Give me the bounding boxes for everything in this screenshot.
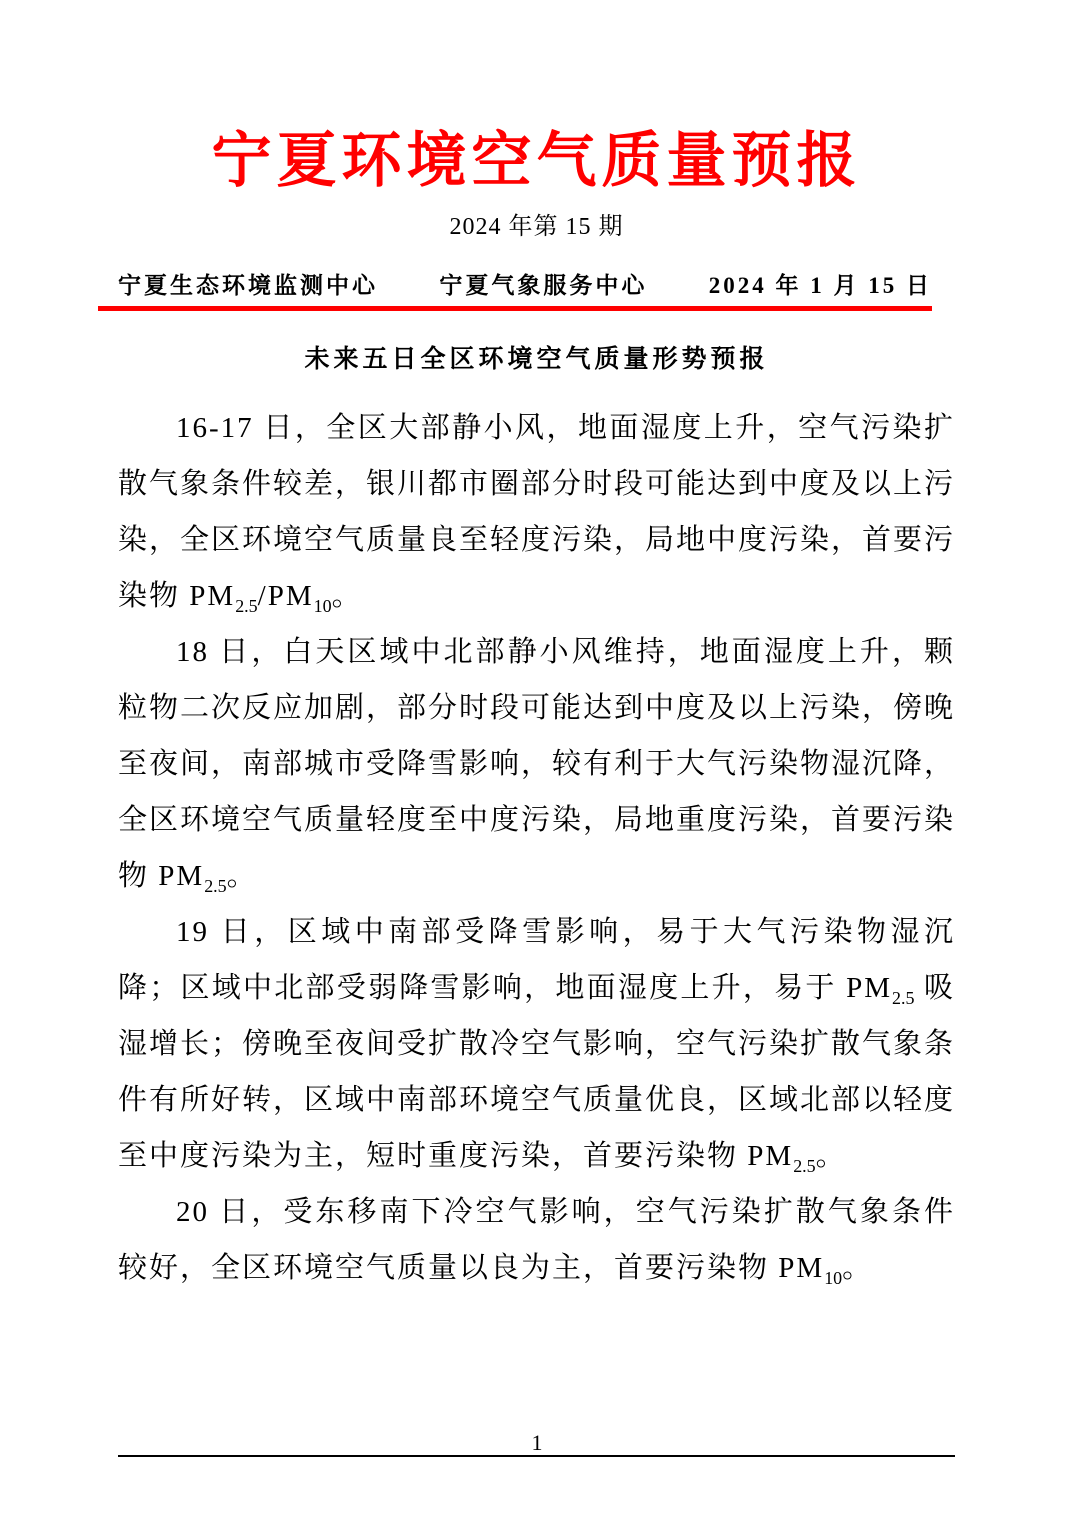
footer-divider-rule [118,1455,955,1457]
issue-date: 2024 年 1 月 15 日 [708,272,932,298]
paragraph-text-run: 18 日，白天区域中北部静小风维持，地面湿度上升，颗粒物二次反应加剧，部分时段可能达到中度及以上污染，傍晚至夜间，南部城市受降雪影响，较有利于大气污染物湿沉降，全区环境空气质量轻度至中度污染，局地重度污染，首要污染物 [118,636,956,893]
paragraph-text-run: PM [778,1252,825,1285]
issuer-row [118,272,932,301]
pollutant-subscript: 10 [313,596,332,617]
issuer-left: 宁夏生态环境监测中心 [118,272,378,298]
document-body [118,400,955,1296]
paragraph-text-run: PM [747,1140,794,1173]
paragraph-text-run: 。 [842,1252,874,1285]
paragraph-text-run: 20 日，受东移南下冷空气影响，空气污染扩散气象条件较好，全区环境空气质量以良为主，首要污染物 [118,1196,955,1285]
pollutant-subscript: 2.5 [793,1156,816,1177]
document-title: 宁夏环境空气质量预报 [211,128,862,194]
paragraph-text-run: 16-17 日，全区大部静小风，地面湿度上升，空气污染扩散气象条件较差，银川都市圈部分时段可能达到中度及以上污染，全区环境空气质量良至轻度污染，局地中度污染，首要污染物 [118,412,956,613]
page-number: 1 [531,1430,543,1455]
header-divider-rule [98,306,932,311]
paragraph-text-run: 19 日，区域中南部受降雪影响，易于大气污染物湿沉降；区域中北部受弱降雪影响，地面湿度上升，易于 [118,916,955,1005]
paragraph-text-run: PM [189,580,236,613]
pollutant-subscript: 2.5 [204,876,227,897]
pollutant-subscript: 2.5 [235,596,258,617]
section-title: 未来五日全区环境空气质量形势预报 [304,346,769,374]
paragraph-text-run: 吸湿增长；傍晚至夜间受扩散冷空气影响，空气污染扩散气象条件有所好转，区域中南部环境空气质量优良，区域北部以轻度至中度污染为主，短时重度污染，首要污染物 [118,972,956,1173]
paragraph-text-run: 。 [815,1140,847,1173]
paragraph-text-run: /PM [257,580,314,613]
body-paragraph [118,400,955,624]
paragraph-text-run: PM [158,860,205,893]
body-paragraph [118,624,955,904]
paragraph-text-run: 。 [331,580,363,613]
issue-number: 2024 年第 15 期 [449,213,624,240]
body-paragraph [118,1184,955,1296]
body-paragraph [118,904,955,1184]
paragraph-text-run: PM [846,972,893,1005]
document-content [118,0,955,1296]
pollutant-subscript: 10 [824,1268,843,1289]
issuer-center: 宁夏气象服务中心 [439,272,648,298]
paragraph-text-run: 。 [226,860,258,893]
pollutant-subscript: 2.5 [892,988,915,1009]
